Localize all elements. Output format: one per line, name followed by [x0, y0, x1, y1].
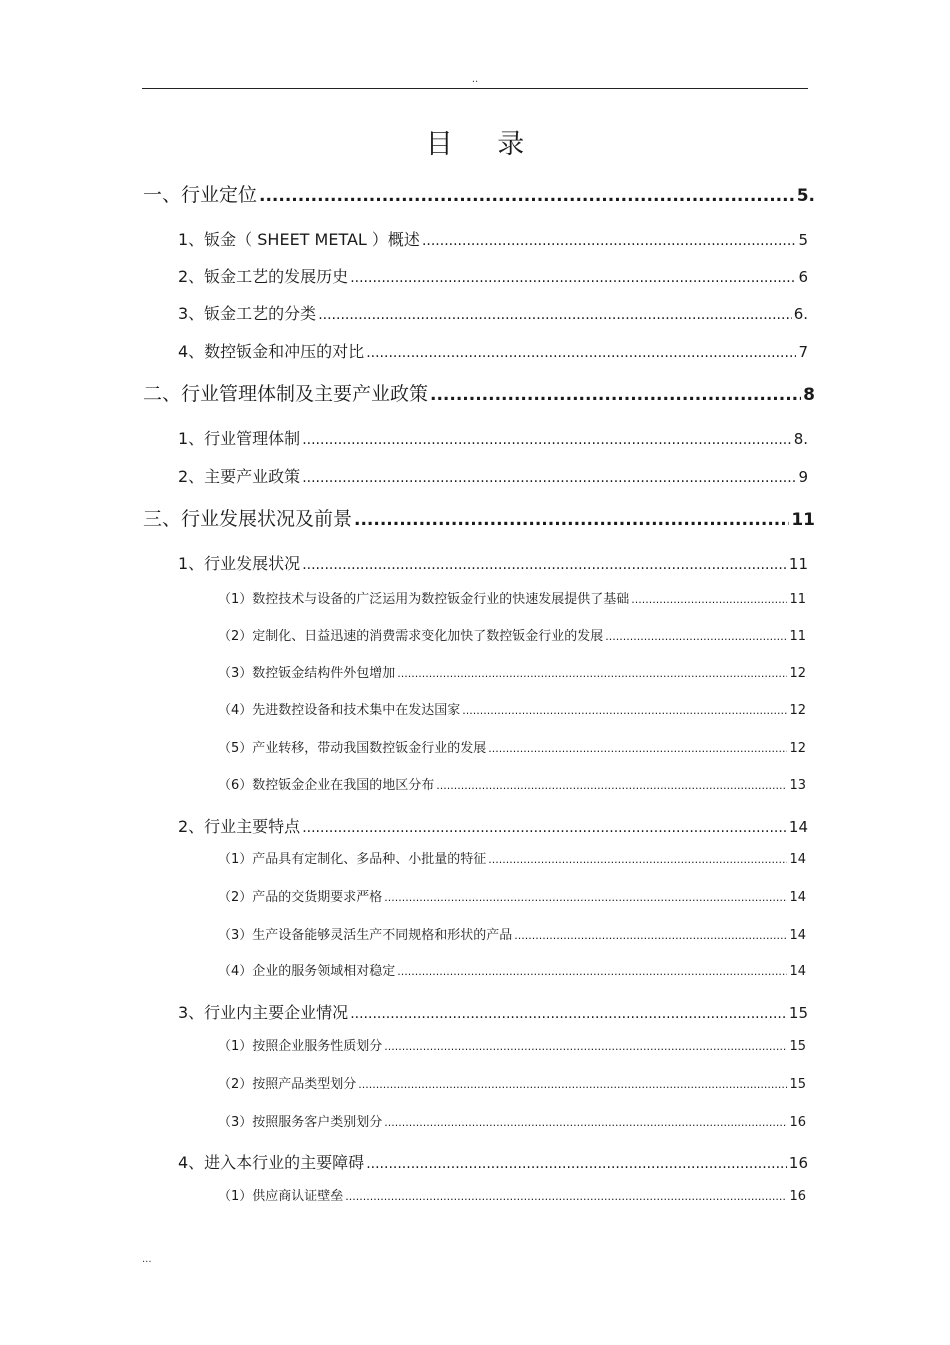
toc-entry-3-2-3[interactable] [218, 924, 806, 943]
toc-entry-page: 6. [793, 305, 808, 323]
dot-leader [436, 779, 787, 792]
toc-entry-label: 4、数控钣金和冲压的对比 [178, 342, 365, 361]
toc-entry-label: （2）定制化、日益迅速的消费需求变化加快了数控钣金行业的发展 [218, 629, 604, 644]
toc-entry-page: 14 [789, 964, 806, 979]
toc-entry-section-2[interactable] [143, 379, 815, 406]
dot-leader [302, 470, 796, 486]
dot-leader [605, 630, 787, 643]
toc-entry-page: 16 [789, 1189, 806, 1204]
toc-entry-page: 14 [789, 890, 806, 905]
toc-entry-label: 1、钣金（ SHEET METAL ）概述 [178, 230, 420, 249]
toc-entry-page: 5. [796, 186, 815, 206]
toc-entry-label: 3、行业内主要企业情况 [178, 1003, 349, 1022]
toc-entry-3-1-2[interactable] [218, 625, 806, 644]
dot-leader [358, 1078, 787, 1091]
dot-leader [345, 1190, 787, 1203]
toc-entry-3-1[interactable] [178, 551, 808, 574]
toc-entry-1-4[interactable] [178, 339, 808, 362]
toc-entry-page: 15 [789, 1077, 806, 1092]
toc-entry-3-4[interactable] [178, 1150, 808, 1173]
toc-entry-page: 7 [798, 343, 808, 361]
toc-entry-page: 11 [789, 629, 806, 644]
toc-entry-3-3[interactable] [178, 1000, 808, 1023]
toc-entry-page: 14 [788, 818, 808, 836]
toc-entry-page: 8 [803, 385, 815, 405]
toc-entry-label: （1）供应商认证壁垒 [218, 1189, 344, 1204]
dot-leader [318, 307, 792, 323]
dot-leader [384, 891, 787, 904]
toc-entry-page: 12 [789, 741, 806, 756]
toc-entry-3-2-2[interactable] [218, 886, 806, 905]
dot-leader [462, 704, 787, 717]
toc-entry-1-2[interactable] [178, 264, 808, 287]
dot-leader [302, 820, 787, 836]
toc-entry-2-2[interactable] [178, 464, 808, 487]
toc-entry-3-3-2[interactable] [218, 1073, 806, 1092]
toc-entry-label: （6）数控钣金企业在我国的地区分布 [218, 778, 435, 793]
dot-leader [488, 742, 787, 755]
toc-entry-section-3[interactable] [143, 504, 815, 531]
dot-leader [354, 510, 789, 530]
dot-leader [366, 1156, 787, 1172]
toc-entry-page: 6 [798, 268, 808, 286]
toc-entry-label: 2、行业主要特点 [178, 817, 301, 836]
toc-entry-label: 1、行业管理体制 [178, 429, 301, 448]
dot-leader [514, 929, 787, 942]
toc-entry-page: 5 [798, 231, 808, 249]
toc-entry-label: 1、行业发展状况 [178, 554, 301, 573]
header-rule [142, 88, 808, 89]
toc-entry-page: 9 [798, 468, 808, 486]
toc-entry-page: 11 [788, 555, 808, 573]
toc-entry-3-3-1[interactable] [218, 1035, 806, 1054]
toc-entry-label: （2）按照产品类型划分 [218, 1077, 357, 1092]
toc-entry-label: 4、进入本行业的主要障碍 [178, 1153, 365, 1172]
toc-entry-3-1-4[interactable] [218, 699, 806, 718]
toc-entry-label: （2）产品的交货期要求严格 [218, 890, 383, 905]
dot-leader [488, 853, 787, 866]
toc-entry-label: 3、钣金工艺的分类 [178, 304, 317, 323]
toc-entry-label: 一、行业定位 [143, 184, 258, 206]
toc-entry-label: （3）生产设备能够灵活生产不同规格和形状的产品 [218, 928, 513, 943]
dot-leader [430, 385, 801, 405]
dot-leader [259, 186, 795, 206]
toc-entry-page: 12 [789, 703, 806, 718]
toc-entry-label: （3）按照服务客户类别划分 [218, 1115, 383, 1130]
dot-leader [302, 557, 787, 573]
toc-entry-1-3[interactable] [178, 301, 808, 324]
toc-entry-page: 16 [788, 1154, 808, 1172]
toc-entry-label: （1）数控技术与设备的广泛运用为数控钣金行业的快速发展提供了基础 [218, 592, 630, 607]
toc-entry-label: （5）产业转移，带动我国数控钣金行业的发展 [218, 741, 487, 756]
dot-leader [384, 1040, 787, 1053]
toc-entry-3-1-6[interactable] [218, 774, 806, 793]
toc-entry-section-1[interactable] [143, 180, 815, 207]
toc-entry-3-2[interactable] [178, 814, 808, 837]
toc-entry-page: 14 [789, 928, 806, 943]
toc-entry-label: （1）产品具有定制化、多品种、小批量的特征 [218, 852, 487, 867]
toc-entry-1-1[interactable] [178, 227, 808, 250]
dot-leader [302, 432, 792, 448]
toc-entry-page: 13 [789, 778, 806, 793]
dot-leader [350, 1006, 787, 1022]
dot-leader [350, 270, 796, 286]
toc-entry-3-4-1[interactable] [218, 1185, 806, 1204]
toc-entry-3-3-3[interactable] [218, 1111, 806, 1130]
toc-entry-page: 8. [793, 430, 808, 448]
toc-entry-page: 11 [789, 592, 806, 607]
toc-entry-3-1-1[interactable] [218, 588, 806, 607]
dot-leader [366, 345, 796, 361]
header-mark: .. [471, 74, 479, 85]
toc-entry-page: 11 [791, 510, 815, 530]
dot-leader [397, 667, 787, 680]
toc-title: 目 录 [425, 129, 543, 160]
toc-entry-3-2-1[interactable] [218, 848, 806, 867]
dot-leader [384, 1116, 787, 1129]
toc-entry-label: （3）数控钣金结构件外包增加 [218, 666, 396, 681]
toc-entry-3-1-5[interactable] [218, 737, 806, 756]
toc-entry-page: 14 [789, 852, 806, 867]
toc-entry-label: （1）按照企业服务性质划分 [218, 1039, 383, 1054]
footer-mark: ... [142, 1254, 152, 1265]
toc-entry-page: 15 [788, 1004, 808, 1022]
toc-entry-label: （4）企业的服务领域相对稳定 [218, 964, 396, 979]
toc-entry-2-1[interactable] [178, 426, 808, 449]
toc-entry-label: （4）先进数控设备和技术集中在发达国家 [218, 703, 461, 718]
toc-entry-3-2-4[interactable] [218, 960, 806, 979]
dot-leader [422, 233, 797, 249]
toc-entry-page: 15 [789, 1039, 806, 1054]
toc-entry-3-1-3[interactable] [218, 662, 806, 681]
toc-entry-label: 二、行业管理体制及主要产业政策 [143, 383, 429, 405]
toc-entry-page: 12 [789, 666, 806, 681]
toc-entry-label: 2、主要产业政策 [178, 467, 301, 486]
toc-entry-label: 2、钣金工艺的发展历史 [178, 267, 349, 286]
dot-leader [631, 593, 787, 606]
dot-leader [397, 965, 787, 978]
toc-entry-page: 16 [789, 1115, 806, 1130]
toc-entry-label: 三、行业发展状况及前景 [143, 508, 353, 530]
